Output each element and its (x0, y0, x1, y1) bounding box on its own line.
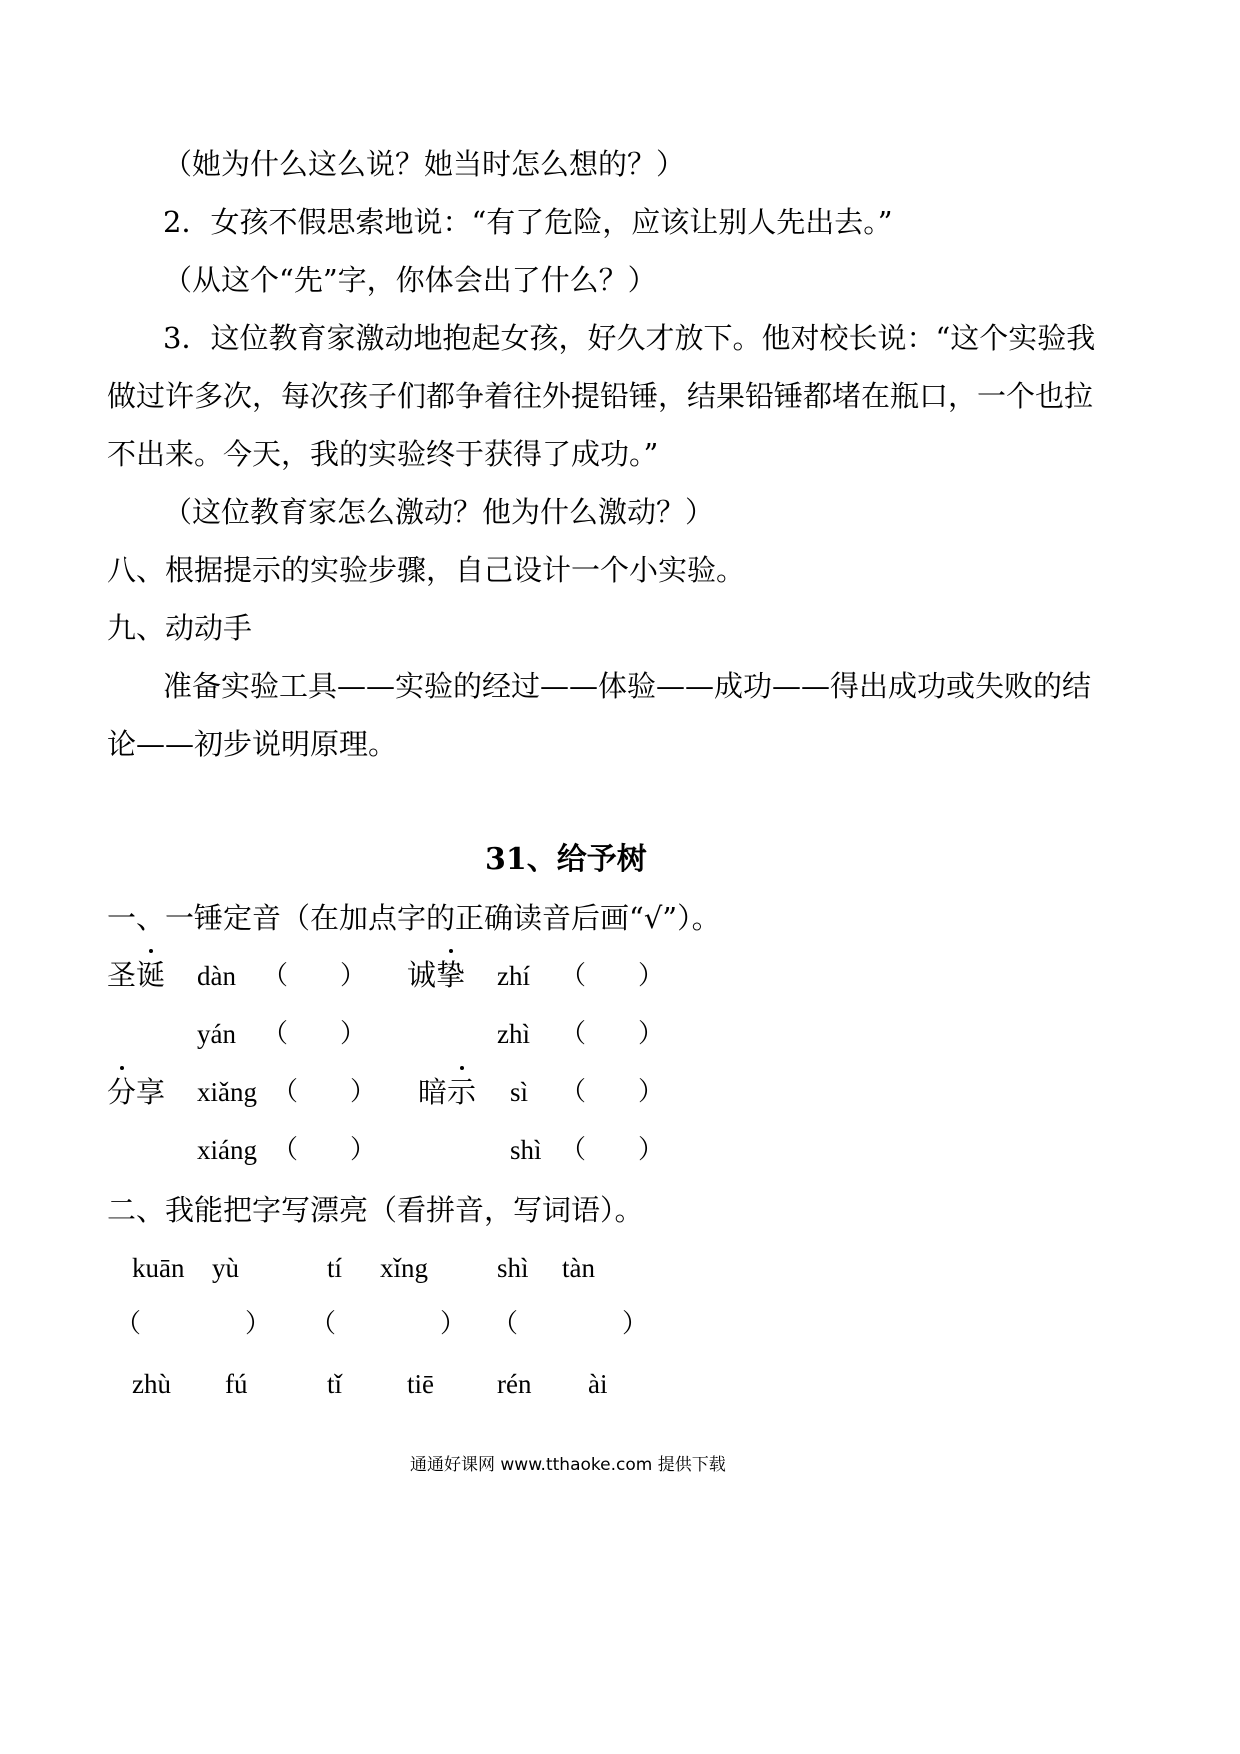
pinyin-option: xiáng (197, 1135, 257, 1165)
pinyin-option: yán (197, 1019, 236, 1049)
pinyin-syllable: yù (212, 1253, 239, 1283)
question-prompt: （她为什么这么说？她当时怎么想的？） (163, 147, 686, 181)
answer-blank[interactable]: （ ） (262, 1019, 367, 1049)
question-prompt: （这位教育家怎么激动？他为什么激动？） (163, 495, 715, 529)
word-item (107, 955, 165, 995)
pinyin-option: xiǎng (197, 1077, 257, 1107)
pinyin-syllable: rén (497, 1369, 532, 1399)
answer-blank[interactable]: （ ） (492, 1309, 649, 1339)
answer-blank[interactable]: （ ） (560, 1135, 665, 1165)
word-item (418, 1072, 476, 1112)
word-item (407, 955, 465, 995)
paragraph-line: 不出来。今天，我的实验终于获得了成功。” (107, 437, 659, 471)
answer-blank[interactable]: （ ） (272, 1135, 377, 1165)
pinyin-syllable: tàn (562, 1253, 595, 1283)
pinyin-option: dàn (197, 961, 236, 991)
answer-blank[interactable]: （ ） (272, 1077, 377, 1107)
word-item (107, 1072, 165, 1112)
pinyin-option: sì (510, 1077, 529, 1107)
word-char: 诚 (407, 958, 437, 992)
pinyin-syllable: kuān (132, 1253, 185, 1283)
answer-blank[interactable]: （ ） (560, 1019, 665, 1049)
word-char: 暗 (418, 1075, 448, 1109)
pinyin-syllable: shì (497, 1253, 529, 1283)
pinyin-syllable: ài (588, 1369, 608, 1399)
answer-blank[interactable]: （ ） (560, 961, 665, 991)
dotted-char: 示 (447, 1072, 476, 1112)
answer-blank[interactable]: （ ） (115, 1309, 272, 1339)
pinyin-option: zhí (497, 961, 530, 991)
pinyin-syllable: xǐng (380, 1253, 429, 1283)
pinyin-syllable: tiē (407, 1369, 434, 1399)
answer-blank[interactable]: （ ） (262, 961, 367, 991)
pinyin-option: shì (510, 1135, 542, 1165)
answer-blank[interactable]: （ ） (560, 1077, 665, 1107)
exercise-heading: 八、根据提示的实验步骤，自己设计一个小实验。 (107, 553, 746, 587)
pinyin-syllable: tí (327, 1253, 343, 1283)
exercise-heading: 一、一锤定音（在加点字的正确读音后画“√”）。 (107, 901, 721, 935)
paragraph-line: 2．女孩不假思索地说：“有了危险，应该让别人先出去。” (163, 205, 893, 239)
lesson-title: 31、给予树 (485, 842, 647, 877)
paragraph-line: 做过许多次，每次孩子们都争着往外提铅锤，结果铅锤都堵在瓶口，一个也拉 (107, 379, 1094, 413)
exercise-heading: 二、我能把字写漂亮（看拼音，写词语）。 (107, 1193, 644, 1227)
pinyin-option: zhì (497, 1019, 530, 1049)
dotted-char: 分 (107, 1072, 136, 1112)
question-prompt: （从这个“先”字，你体会出了什么？） (163, 263, 657, 297)
word-char: 享 (136, 1075, 166, 1109)
paragraph-line: 论——初步说明原理。 (107, 727, 398, 761)
pinyin-syllable: fú (225, 1369, 248, 1399)
answer-blank[interactable]: （ ） (310, 1309, 467, 1339)
pinyin-syllable: zhù (132, 1369, 171, 1399)
footer-credit: 通通好课网 www.tthaoke.com 提供下载 (410, 1455, 726, 1475)
word-char: 圣 (107, 958, 137, 992)
paragraph-line: 准备实验工具——实验的经过——体验——成功——得出成功或失败的结 (163, 669, 1092, 703)
exercise-heading: 九、动动手 (107, 611, 253, 645)
paragraph-line: 3．这位教育家激动地抱起女孩，好久才放下。他对校长说：“这个实验我 (163, 321, 1096, 355)
dotted-char: 诞 (136, 955, 165, 995)
pinyin-syllable: tǐ (327, 1369, 343, 1399)
dotted-char: 挚 (436, 955, 465, 995)
